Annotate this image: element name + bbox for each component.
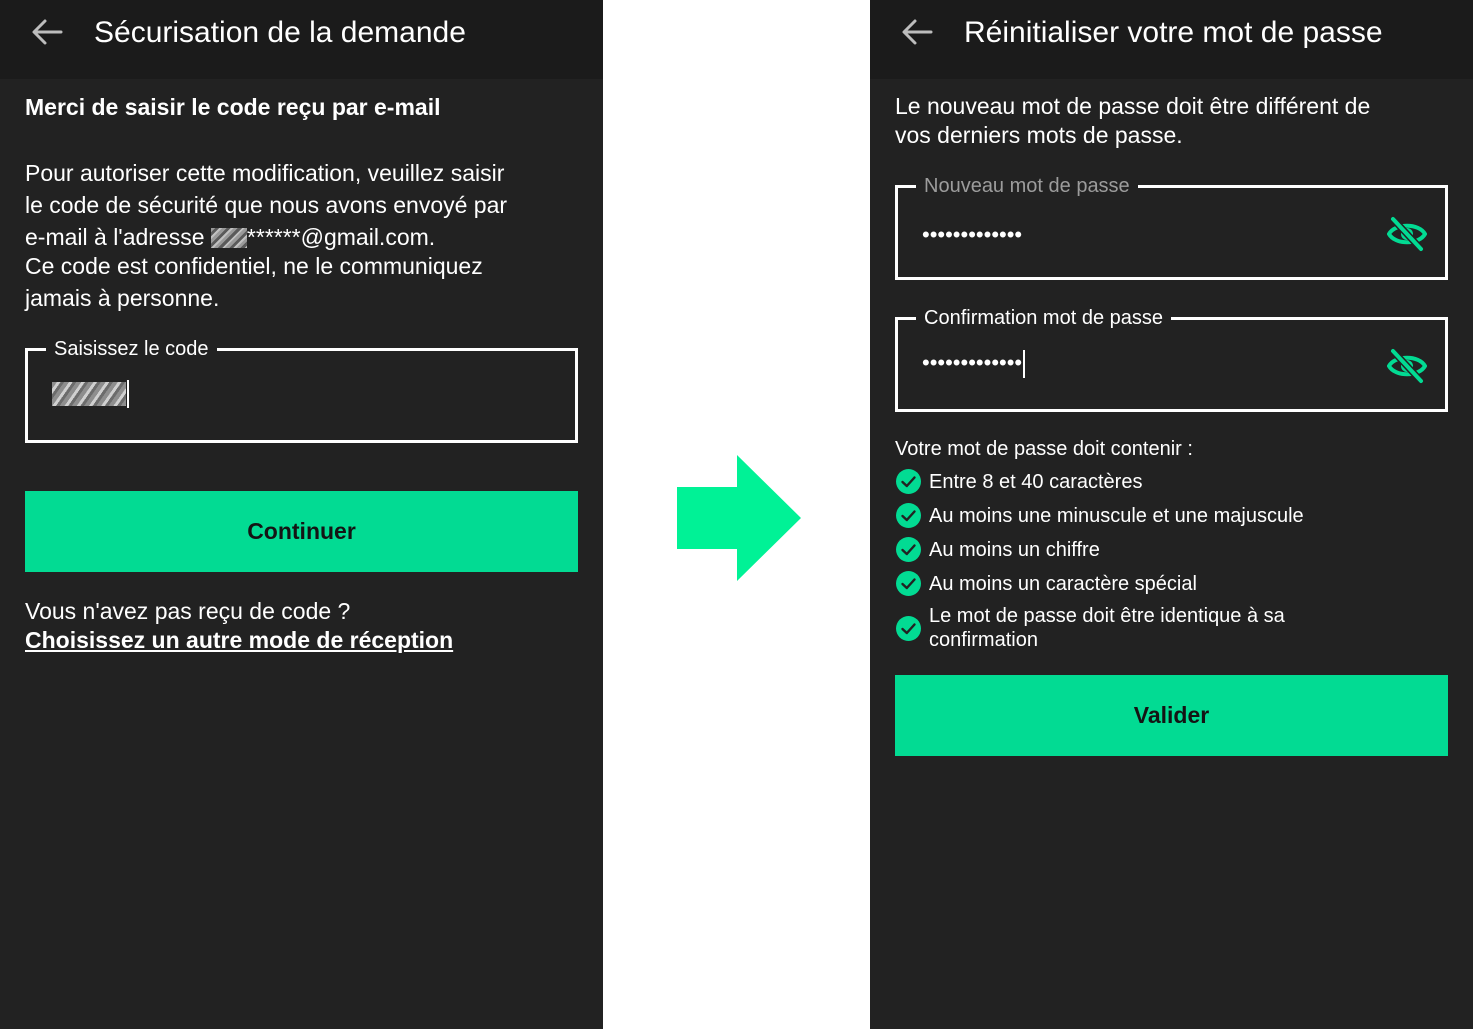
new-password-label: Nouveau mot de passe	[916, 173, 1138, 199]
app-bar	[870, 0, 1473, 79]
code-input-value[interactable]	[52, 380, 129, 408]
rule-item	[896, 604, 1285, 652]
redacted-email-part	[211, 228, 247, 248]
confirm-password-field[interactable]	[895, 307, 1448, 412]
eye-off-icon[interactable]	[1387, 216, 1427, 252]
new-password-value[interactable]: •••••••••••••	[922, 222, 1023, 247]
check-circle-icon	[896, 503, 921, 528]
redacted-code	[52, 382, 126, 406]
email-suffix: ******@gmail.com.	[246, 224, 436, 250]
instruction-line-1: Pour autoriser cette modification, veuillez saisir	[25, 160, 505, 186]
text-caret	[127, 380, 129, 408]
no-code-text: Vous n'avez pas reçu de code ?	[25, 598, 351, 624]
confirm-password-value[interactable]	[922, 350, 1025, 378]
instruction-line-4: Ce code est confidentiel, ne le communiquez	[25, 253, 483, 279]
rule-item	[896, 571, 1197, 596]
text-caret	[1023, 350, 1025, 378]
rule-text: Au moins une minuscule et une majuscule	[929, 504, 1304, 527]
right-arrow-icon	[677, 455, 801, 581]
reset-password-screen	[870, 0, 1473, 1029]
page-title: Sécurisation de la demande	[94, 16, 466, 49]
intro-line-1: Le nouveau mot de passe doit être différent de	[895, 93, 1371, 119]
email-prefix-text: e-mail à l'adresse	[25, 224, 205, 250]
rule-text	[929, 604, 1285, 652]
rule-text-line-1: Le mot de passe doit être identique à sa	[929, 605, 1285, 627]
rule-item	[896, 469, 1142, 494]
eye-off-icon[interactable]	[1387, 348, 1427, 384]
confirm-password-label: Confirmation mot de passe	[916, 305, 1171, 331]
instruction-line-2: le code de sécurité que nous avons envoyé par	[25, 192, 508, 218]
instruction-line-5: jamais à personne.	[25, 285, 220, 311]
page-title: Réinitialiser votre mot de passe	[964, 16, 1383, 49]
new-password-field[interactable]	[895, 175, 1448, 280]
back-arrow-icon[interactable]	[31, 18, 63, 46]
rule-item	[896, 537, 1100, 562]
rule-text: Entre 8 et 40 caractères	[929, 470, 1143, 493]
validate-button[interactable]: Valider	[895, 675, 1448, 756]
check-circle-icon	[896, 616, 921, 641]
app-bar	[0, 0, 603, 79]
intro-line-2: vos derniers mots de passe.	[895, 122, 1183, 148]
check-circle-icon	[896, 537, 921, 562]
rule-text: Au moins un chiffre	[929, 538, 1100, 561]
continue-button[interactable]: Continuer	[25, 491, 578, 572]
check-circle-icon	[896, 469, 921, 494]
rule-text: Au moins un caractère spécial	[929, 572, 1197, 595]
code-input-label: Saisissez le code	[46, 336, 217, 362]
code-input-field[interactable]	[25, 338, 578, 443]
check-circle-icon	[896, 571, 921, 596]
instruction-line-3	[25, 221, 435, 253]
instruction-heading: Merci de saisir le code reçu par e-mail	[25, 94, 441, 120]
back-arrow-icon[interactable]	[901, 18, 933, 46]
resend-section	[25, 597, 453, 655]
confirm-password-dots: •••••••••••••	[922, 350, 1023, 375]
rule-text-line-2: confirmation	[929, 629, 1038, 651]
other-mode-link[interactable]: Choisissez un autre mode de réception	[25, 627, 454, 653]
security-code-screen	[0, 0, 603, 1029]
rule-item	[896, 503, 1304, 528]
rules-title: Votre mot de passe doit contenir :	[895, 438, 1193, 460]
